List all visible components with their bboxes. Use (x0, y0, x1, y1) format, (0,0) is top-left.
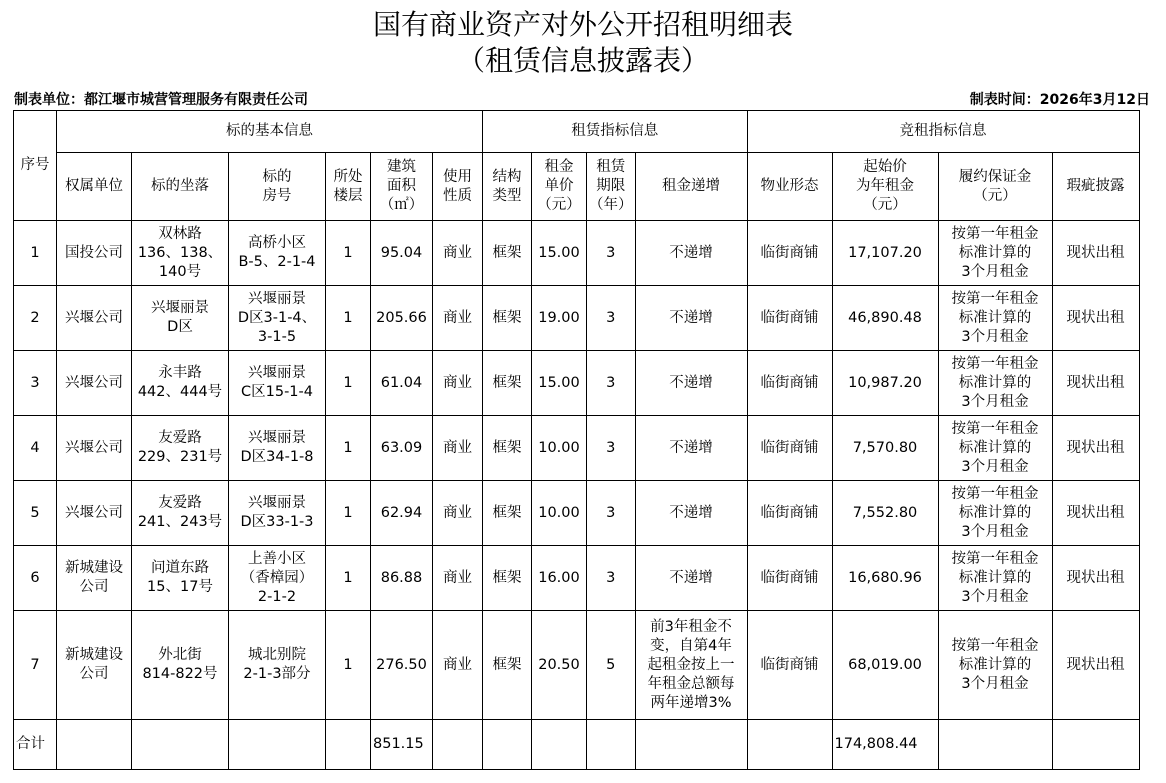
row-seq: 2 (14, 286, 57, 351)
row-seq: 4 (14, 416, 57, 481)
table-row (14, 611, 1140, 720)
header-location: 标的坐落 (132, 153, 229, 221)
row-owner: 兴堰公司 (57, 351, 132, 416)
row-area: 205.66 (371, 286, 433, 351)
total-empty (635, 720, 747, 770)
row-use: 商业 (433, 481, 483, 546)
lease-table (13, 110, 1140, 770)
total-start-price: 174,808.44 (832, 720, 938, 770)
header-owner: 权属单位 (57, 153, 132, 221)
total-area: 851.15 (371, 720, 433, 770)
row-defect: 现状出租 (1052, 546, 1139, 611)
header-room: 标的 房号 (229, 153, 326, 221)
row-area: 276.50 (371, 611, 433, 720)
row-deposit: 按第一年租金 标准计算的 3个月租金 (938, 351, 1052, 416)
row-floor: 1 (326, 546, 371, 611)
row-increase: 不递增 (635, 351, 747, 416)
row-form: 临街商铺 (747, 286, 832, 351)
row-owner: 兴堰公司 (57, 286, 132, 351)
row-floor: 1 (326, 351, 371, 416)
row-term: 3 (587, 416, 636, 481)
row-seq: 5 (14, 481, 57, 546)
total-empty (326, 720, 371, 770)
row-owner: 新城建设 公司 (57, 611, 132, 720)
row-use: 商业 (433, 611, 483, 720)
header-group-bid: 竞租指标信息 (747, 111, 1139, 153)
row-start-price: 10,987.20 (832, 351, 938, 416)
row-form: 临街商铺 (747, 416, 832, 481)
row-term: 3 (587, 546, 636, 611)
row-area: 62.94 (371, 481, 433, 546)
row-structure: 框架 (483, 546, 532, 611)
row-area: 61.04 (371, 351, 433, 416)
row-price: 16.00 (532, 546, 587, 611)
row-use: 商业 (433, 286, 483, 351)
row-room: 兴堰丽景 D区33-1-3 (229, 481, 326, 546)
row-defect: 现状出租 (1052, 481, 1139, 546)
row-location: 兴堰丽景 D区 (132, 286, 229, 351)
row-term: 3 (587, 221, 636, 286)
row-structure: 框架 (483, 286, 532, 351)
row-term: 3 (587, 481, 636, 546)
header-area: 建筑 面积 （㎡） (371, 153, 433, 221)
row-start-price: 16,680.96 (832, 546, 938, 611)
row-structure: 框架 (483, 611, 532, 720)
total-empty (483, 720, 532, 770)
row-room: 兴堰丽景 D区34-1-8 (229, 416, 326, 481)
row-use: 商业 (433, 221, 483, 286)
row-defect: 现状出租 (1052, 221, 1139, 286)
row-use: 商业 (433, 351, 483, 416)
row-price: 19.00 (532, 286, 587, 351)
row-location: 友爱路 229、231号 (132, 416, 229, 481)
row-area: 86.88 (371, 546, 433, 611)
table-row (14, 546, 1140, 611)
row-increase: 不递增 (635, 221, 747, 286)
row-price: 20.50 (532, 611, 587, 720)
row-room: 城北别院 2-1-3部分 (229, 611, 326, 720)
row-floor: 1 (326, 416, 371, 481)
row-seq: 7 (14, 611, 57, 720)
row-location: 问道东路 15、17号 (132, 546, 229, 611)
row-price: 15.00 (532, 221, 587, 286)
row-start-price: 7,552.80 (832, 481, 938, 546)
row-area: 63.09 (371, 416, 433, 481)
table-row (14, 416, 1140, 481)
total-empty (433, 720, 483, 770)
page-subtitle: （租赁信息披露表） (456, 44, 709, 77)
row-room: 兴堰丽景 C区15-1-4 (229, 351, 326, 416)
row-use: 商业 (433, 546, 483, 611)
row-floor: 1 (326, 221, 371, 286)
row-form: 临街商铺 (747, 546, 832, 611)
header-group-basic: 标的基本信息 (57, 111, 483, 153)
row-structure: 框架 (483, 221, 532, 286)
total-empty (1052, 720, 1139, 770)
table-row (14, 221, 1140, 286)
row-term: 5 (587, 611, 636, 720)
row-deposit: 按第一年租金 标准计算的 3个月租金 (938, 611, 1052, 720)
header-group-lease: 租赁指标信息 (483, 111, 748, 153)
row-owner: 新城建设 公司 (57, 546, 132, 611)
row-deposit: 按第一年租金 标准计算的 3个月租金 (938, 546, 1052, 611)
row-deposit: 按第一年租金 标准计算的 3个月租金 (938, 221, 1052, 286)
total-label: 合计 (14, 720, 57, 770)
issue-date: 制表时间：2026年3月12日 (969, 92, 1150, 108)
row-term: 3 (587, 351, 636, 416)
row-location: 双林路 136、138、 140号 (132, 221, 229, 286)
row-start-price: 7,570.80 (832, 416, 938, 481)
row-increase: 不递增 (635, 286, 747, 351)
header-start-price: 起始价 为年租金 （元） (832, 153, 938, 221)
row-deposit: 按第一年租金 标准计算的 3个月租金 (938, 286, 1052, 351)
row-increase: 不递增 (635, 546, 747, 611)
header-floor: 所处 楼层 (326, 153, 371, 221)
total-empty (938, 720, 1052, 770)
row-defect: 现状出租 (1052, 351, 1139, 416)
row-room: 兴堰丽景 D区3-1-4、 3-1-5 (229, 286, 326, 351)
row-location: 永丰路 442、444号 (132, 351, 229, 416)
row-defect: 现状出租 (1052, 611, 1139, 720)
table-row (14, 481, 1140, 546)
header-seq: 序号 (14, 111, 57, 221)
row-term: 3 (587, 286, 636, 351)
row-form: 临街商铺 (747, 351, 832, 416)
row-structure: 框架 (483, 481, 532, 546)
page-title: 国有商业资产对外公开招租明细表 (372, 8, 793, 41)
header-deposit: 履约保证金 （元） (938, 153, 1052, 221)
table-row (14, 286, 1140, 351)
total-empty (132, 720, 229, 770)
header-use: 使用 性质 (433, 153, 483, 221)
row-defect: 现状出租 (1052, 416, 1139, 481)
row-defect: 现状出租 (1052, 286, 1139, 351)
total-empty (229, 720, 326, 770)
row-increase: 不递增 (635, 416, 747, 481)
total-empty (57, 720, 132, 770)
row-form: 临街商铺 (747, 221, 832, 286)
row-deposit: 按第一年租金 标准计算的 3个月租金 (938, 416, 1052, 481)
row-price: 15.00 (532, 351, 587, 416)
row-owner: 国投公司 (57, 221, 132, 286)
row-owner: 兴堰公司 (57, 481, 132, 546)
header-structure: 结构 类型 (483, 153, 532, 221)
row-increase: 前3年租金不 变，自第4年 起租金按上一 年租金总额每 两年递增3% (635, 611, 747, 720)
header-price: 租金 单价 （元） (532, 153, 587, 221)
row-price: 10.00 (532, 481, 587, 546)
row-structure: 框架 (483, 351, 532, 416)
row-location: 友爱路 241、243号 (132, 481, 229, 546)
header-increase: 租金递增 (635, 153, 747, 221)
row-structure: 框架 (483, 416, 532, 481)
row-deposit: 按第一年租金 标准计算的 3个月租金 (938, 481, 1052, 546)
row-floor: 1 (326, 286, 371, 351)
header-term: 租赁 期限 （年） (587, 153, 636, 221)
row-increase: 不递增 (635, 481, 747, 546)
row-floor: 1 (326, 611, 371, 720)
row-start-price: 17,107.20 (832, 221, 938, 286)
row-start-price: 68,019.00 (832, 611, 938, 720)
row-room: 上善小区 （香樟园） 2-1-2 (229, 546, 326, 611)
table-row (14, 351, 1140, 416)
row-location: 外北街 814-822号 (132, 611, 229, 720)
header-defect: 瑕疵披露 (1052, 153, 1139, 221)
row-form: 临街商铺 (747, 611, 832, 720)
total-empty (747, 720, 832, 770)
header-form: 物业形态 (747, 153, 832, 221)
row-room: 高桥小区 B-5、2-1-4 (229, 221, 326, 286)
row-floor: 1 (326, 481, 371, 546)
row-area: 95.04 (371, 221, 433, 286)
row-seq: 1 (14, 221, 57, 286)
total-empty (532, 720, 587, 770)
row-form: 临街商铺 (747, 481, 832, 546)
total-empty (587, 720, 636, 770)
row-price: 10.00 (532, 416, 587, 481)
row-use: 商业 (433, 416, 483, 481)
row-start-price: 46,890.48 (832, 286, 938, 351)
row-seq: 6 (14, 546, 57, 611)
issuing-unit: 制表单位：都江堰市城营管理服务有限责任公司 (14, 92, 308, 108)
row-owner: 兴堰公司 (57, 416, 132, 481)
row-seq: 3 (14, 351, 57, 416)
